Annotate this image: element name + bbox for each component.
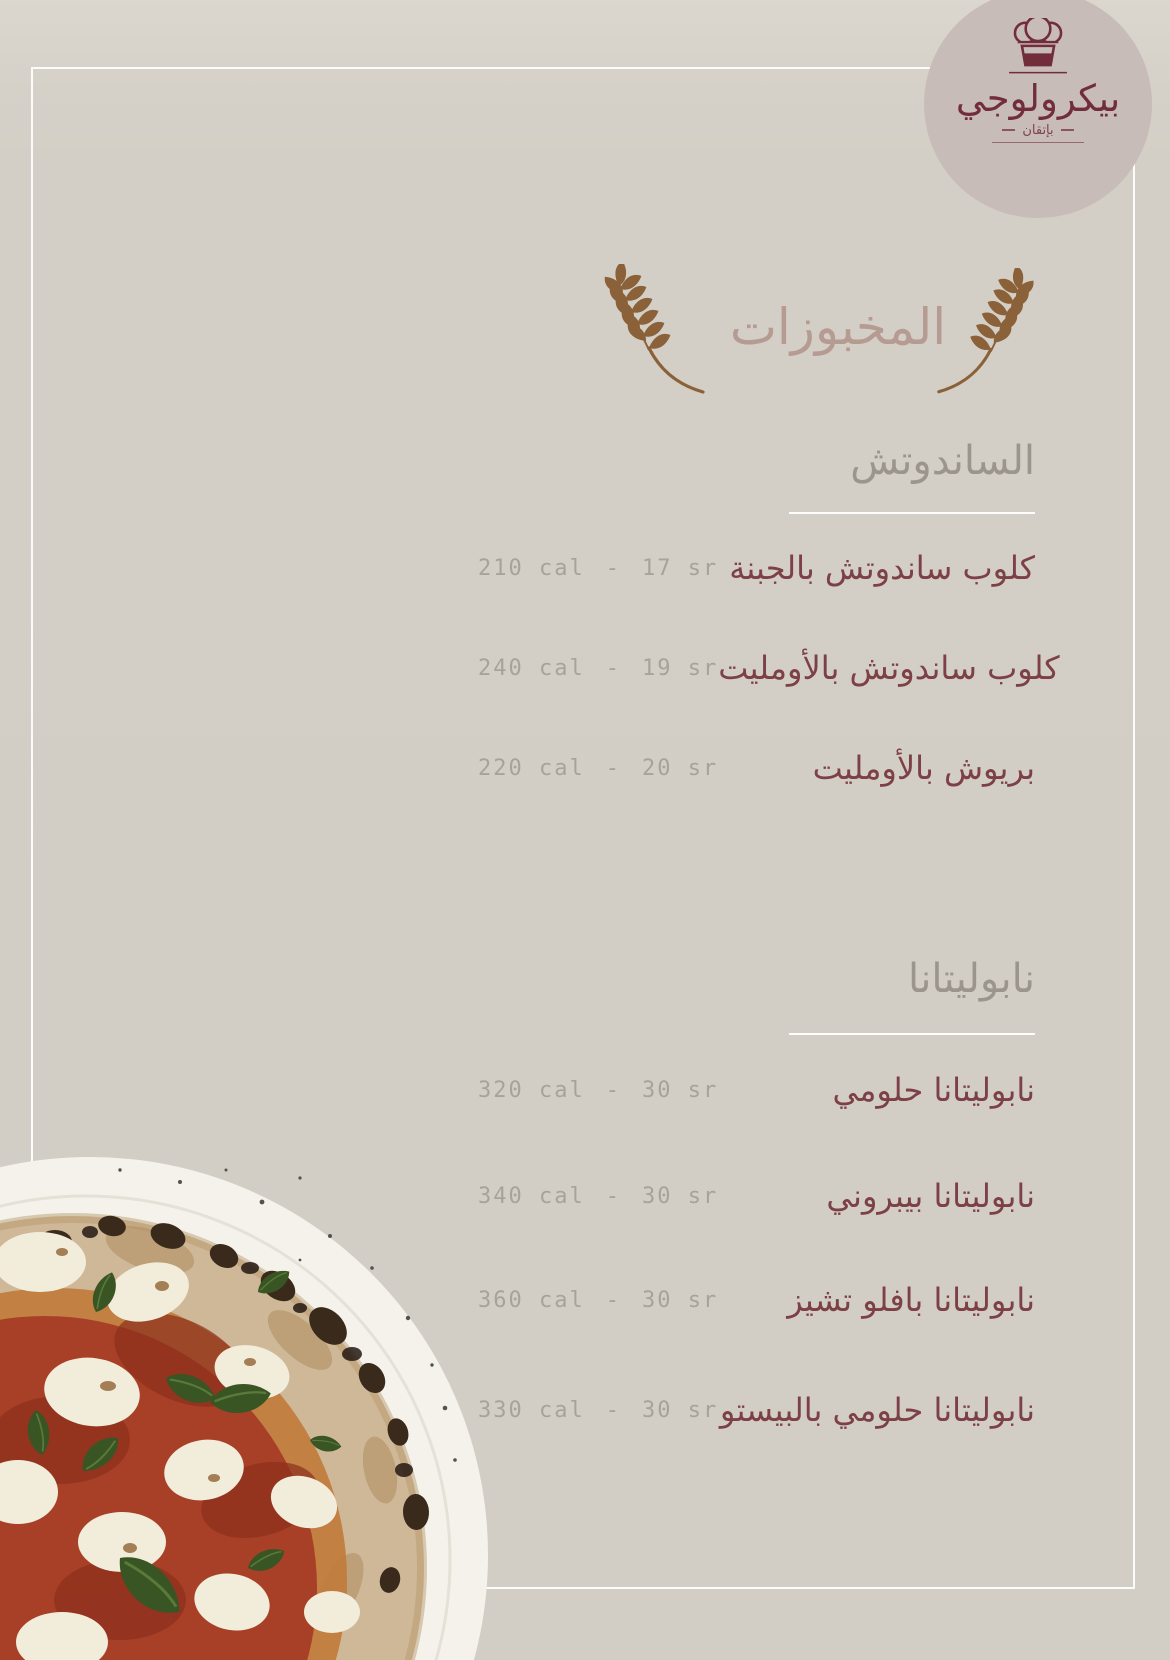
menu-item-row [478, 746, 1035, 790]
brand-name: بيكرولوجي [955, 77, 1121, 120]
menu-item-row [478, 1388, 1035, 1432]
tagline-ornament-left [1002, 129, 1015, 131]
item-nutrition-price [478, 1184, 718, 1209]
wheat-icon-left [596, 264, 710, 396]
cupcake-icon [1000, 18, 1076, 78]
brand-tagline-row [1002, 123, 1073, 138]
item-nutrition-price [478, 756, 718, 781]
brand-logo-badge [924, 0, 1152, 218]
item-nutrition-price [478, 1398, 718, 1423]
item-price: 30 sr [641, 1077, 719, 1103]
page-title: المخبوزات [729, 298, 947, 356]
item-calories: 210 cal [478, 555, 585, 581]
brand-tagline: بإتقان [1022, 122, 1054, 138]
section-underline [789, 512, 1035, 514]
pizza-photo [0, 1140, 490, 1660]
item-price: 30 sr [641, 1287, 719, 1313]
item-name: كلوب ساندوتش بالجبنة [729, 549, 1035, 587]
item-price: 30 sr [641, 1183, 719, 1209]
item-separator: - [605, 755, 621, 781]
item-nutrition-price [478, 556, 718, 581]
item-price: 30 sr [641, 1397, 719, 1423]
item-name: نابوليتانا بيبروني [826, 1177, 1035, 1215]
wheat-icon-right [933, 268, 1041, 396]
item-nutrition-price [478, 1288, 718, 1313]
menu-item-row [478, 546, 1035, 590]
item-separator: - [605, 1077, 621, 1103]
item-calories: 240 cal [478, 655, 585, 681]
item-name: نابوليتانا حلومي [832, 1071, 1035, 1109]
menu-item-row [478, 1278, 1035, 1322]
item-price: 19 sr [641, 655, 719, 681]
tagline-ornament-right [1061, 129, 1074, 131]
section-heading-sandwiches: الساندوتش [850, 438, 1035, 484]
item-calories: 340 cal [478, 1183, 585, 1209]
item-nutrition-price [478, 1078, 718, 1103]
item-price: 17 sr [641, 555, 719, 581]
item-separator: - [605, 1287, 621, 1313]
item-name: نابوليتانا حلومي بالبيستو [719, 1391, 1035, 1429]
menu-item-row [478, 646, 1060, 690]
item-calories: 220 cal [478, 755, 585, 781]
item-name: نابوليتانا بافلو تشيز [787, 1281, 1035, 1319]
section-heading-napolitana: نابوليتانا [908, 956, 1035, 1002]
item-calories: 330 cal [478, 1397, 585, 1423]
item-separator: - [605, 1397, 621, 1423]
item-nutrition-price [478, 656, 718, 681]
item-separator: - [605, 655, 621, 681]
section-underline [789, 1033, 1035, 1035]
item-separator: - [605, 1183, 621, 1209]
item-calories: 320 cal [478, 1077, 585, 1103]
item-separator: - [605, 555, 621, 581]
item-name: كلوب ساندوتش بالأومليت [718, 649, 1060, 687]
menu-item-row [478, 1068, 1035, 1112]
tagline-underline [992, 142, 1084, 143]
menu-item-row [478, 1174, 1035, 1218]
item-calories: 360 cal [478, 1287, 585, 1313]
item-price: 20 sr [641, 755, 719, 781]
item-name: بريوش بالأومليت [812, 749, 1035, 787]
